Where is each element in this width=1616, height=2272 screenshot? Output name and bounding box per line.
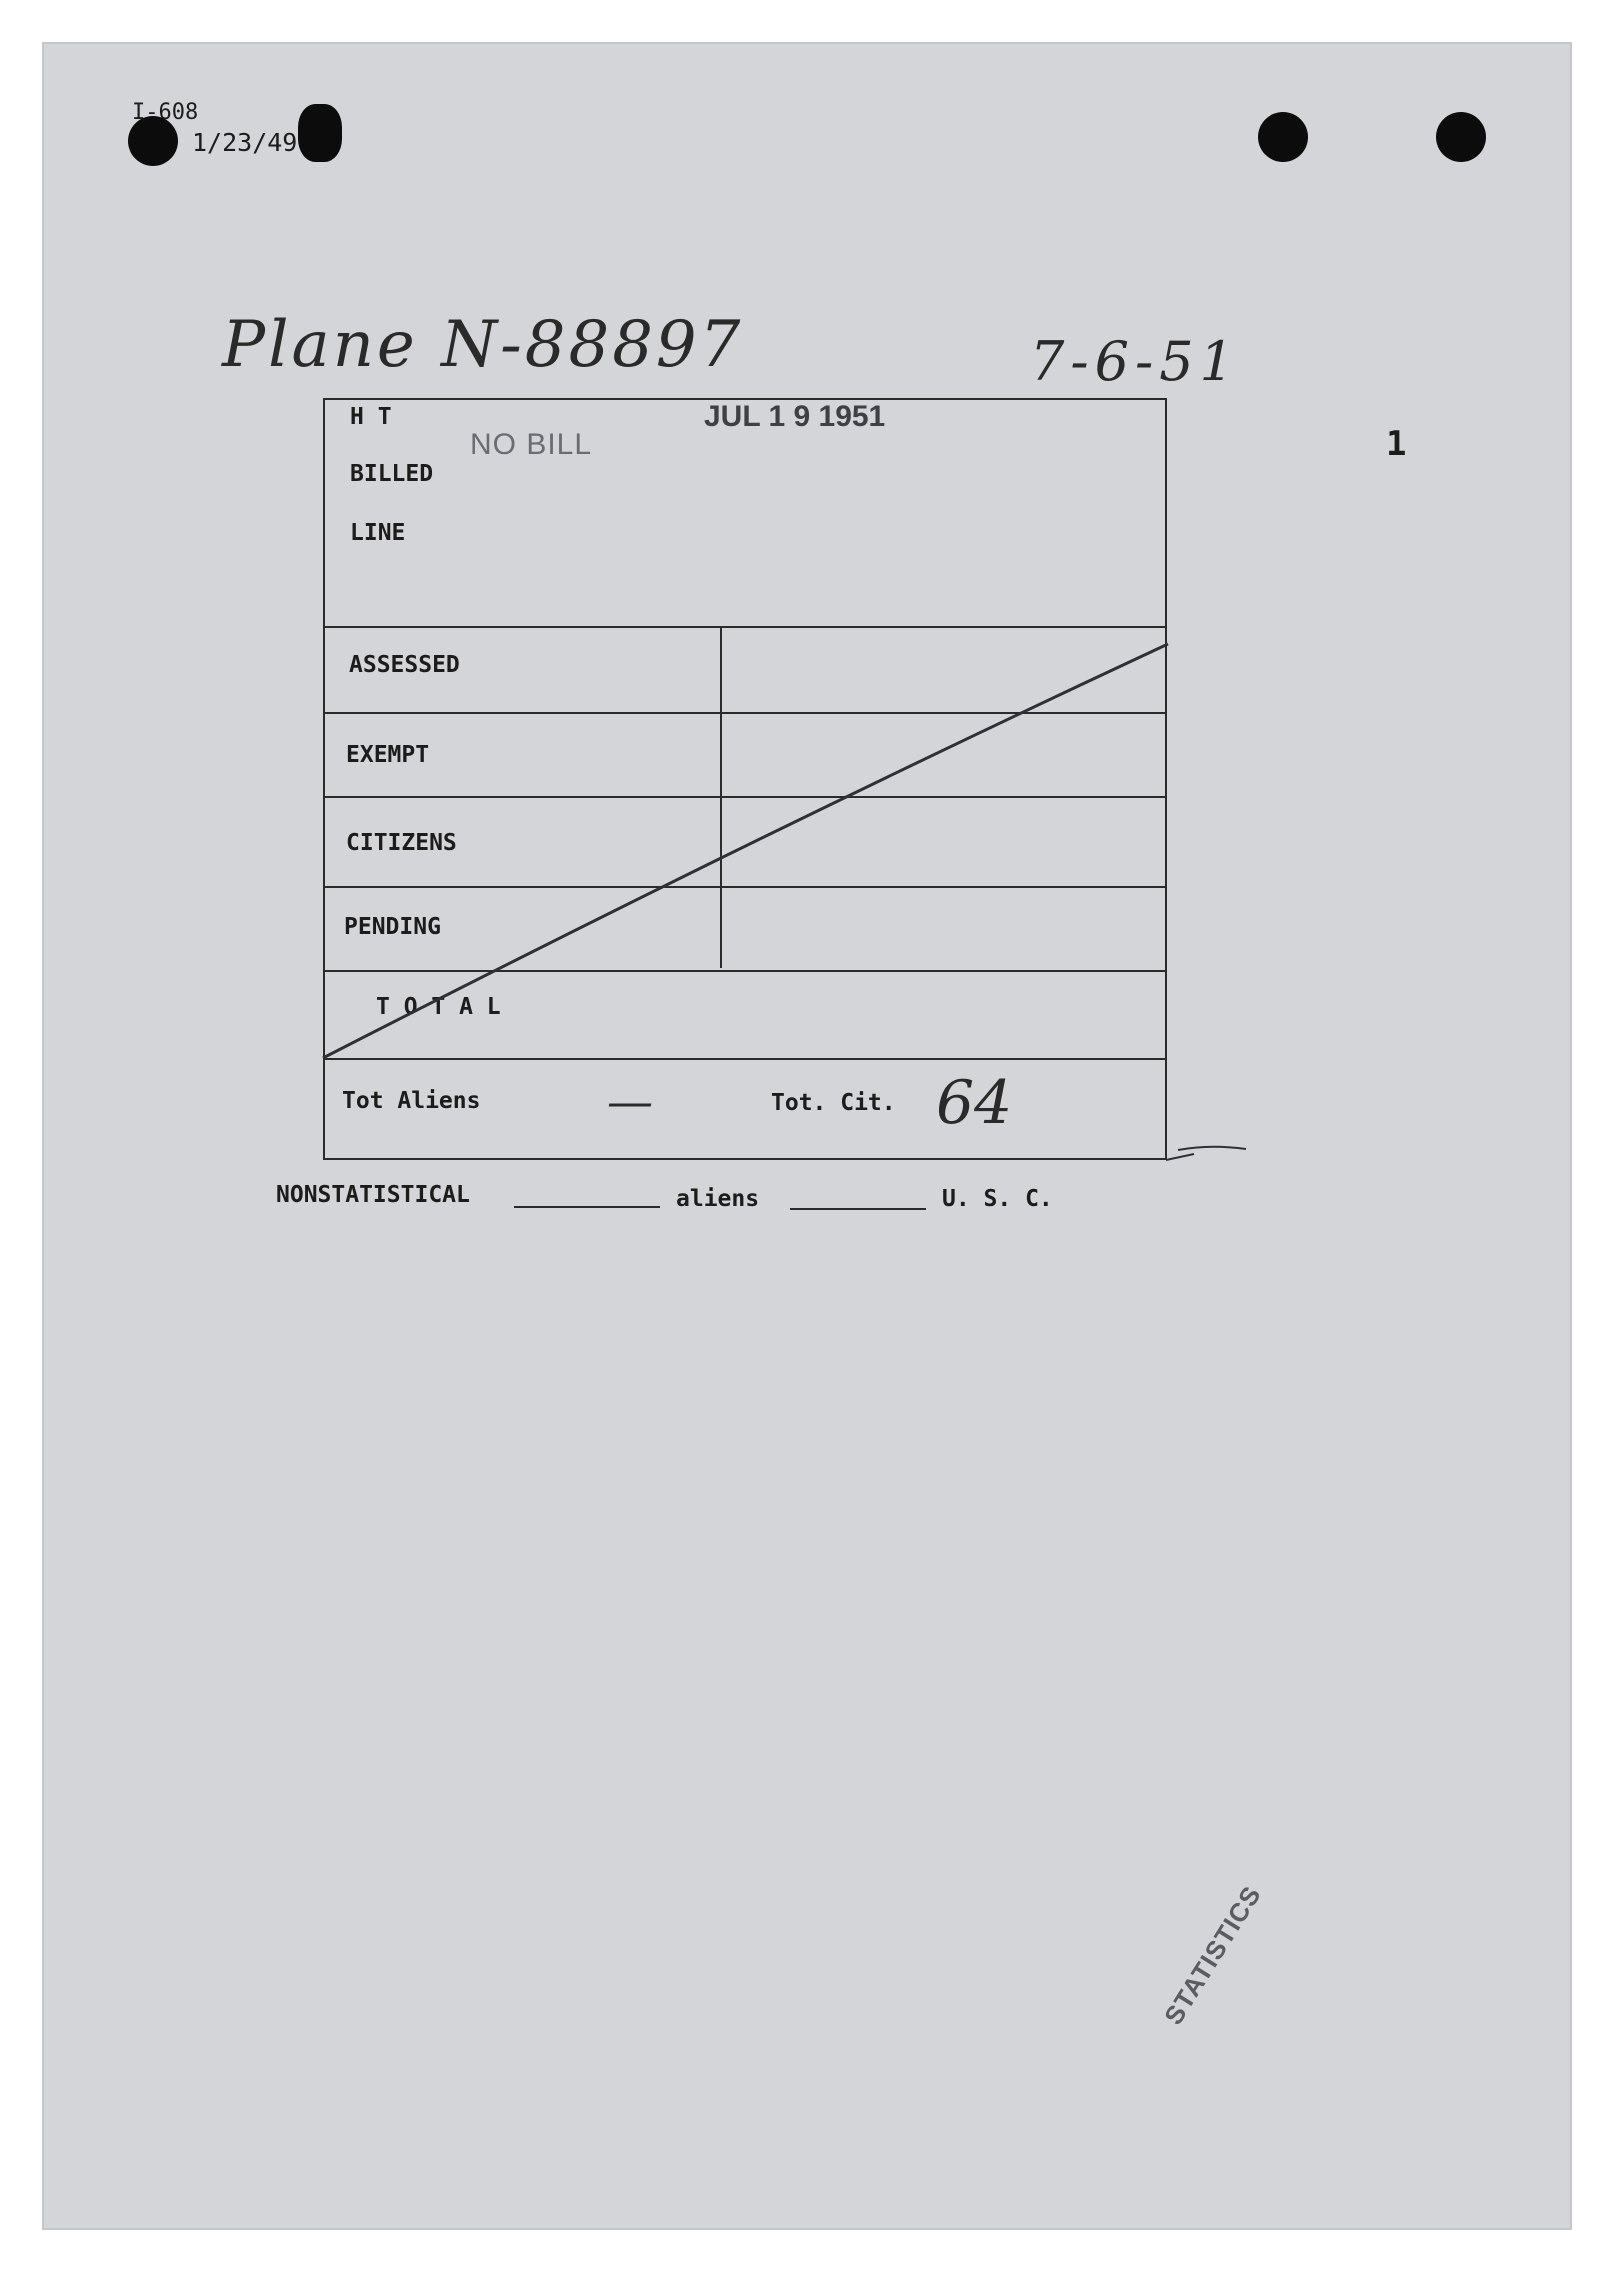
no-bill-stamp: NO BILL bbox=[470, 428, 593, 461]
row-label-assessed: ASSESSED bbox=[349, 652, 460, 678]
tot-cit-label: Tot. Cit. bbox=[771, 1090, 896, 1116]
row-label-pending: PENDING bbox=[344, 914, 441, 940]
revision-date: 1/23/49 bbox=[192, 128, 298, 157]
handwritten-plane-number: Plane N-88897 bbox=[222, 308, 744, 382]
nonstatistical-label: NONSTATISTICAL bbox=[276, 1182, 470, 1208]
received-date-stamp: JUL 1 9 1951 bbox=[704, 400, 886, 433]
statistics-stamp: STATISTICS bbox=[1158, 1880, 1268, 2030]
aliens-label: aliens bbox=[676, 1186, 760, 1212]
tot-cit-value: 64 bbox=[936, 1068, 1013, 1138]
ht-label: H T bbox=[350, 404, 392, 430]
handwritten-date: 7-6-51 bbox=[1030, 330, 1240, 393]
aliens-blank bbox=[790, 1208, 926, 1210]
usc-label: U. S. C. bbox=[942, 1186, 1053, 1212]
nonstatistical-blank bbox=[514, 1206, 660, 1208]
tot-aliens-label: Tot Aliens bbox=[342, 1088, 481, 1114]
page-number: 1 bbox=[1386, 424, 1407, 464]
row-label-exempt: EXEMPT bbox=[346, 742, 430, 768]
line-label: LINE bbox=[350, 520, 406, 546]
form-number: I-608 bbox=[132, 100, 199, 125]
billed-label: BILLED bbox=[350, 461, 434, 487]
tot-aliens-value: — bbox=[607, 1074, 653, 1128]
row-label-citizens: CITIZENS bbox=[346, 830, 457, 856]
total-label: T O T A L bbox=[376, 994, 501, 1020]
